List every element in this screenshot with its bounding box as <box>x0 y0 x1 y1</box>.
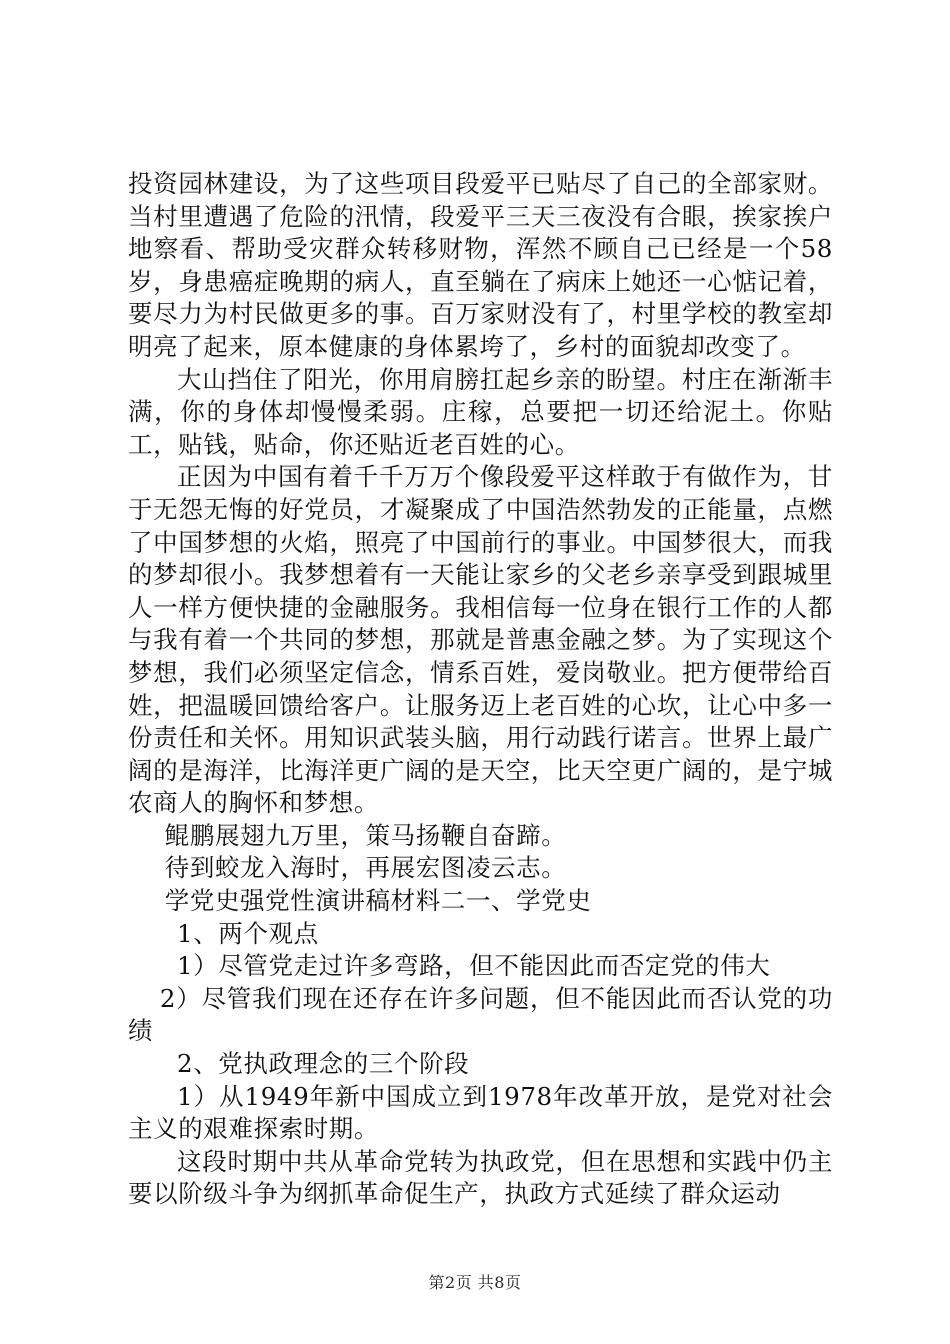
paragraph-10: 2、党执政理念的三个阶段 <box>177 1049 470 1079</box>
paragraph-9: 2）尽管我们现在还存在许多问题，但不能因此而否认党的功绩 <box>128 983 833 1046</box>
paragraph-4: 鲲鹏展翅九万里，策马扬鞭自奋蹄。 <box>164 820 567 850</box>
document-body <box>128 168 833 1211</box>
paragraph-2: 大山挡住了阳光，你用肩膀扛起乡亲的盼望。村庄在渐渐丰满，你的身体却慢慢柔弱。庄稼，总要把一切还给泥土。你贴工，贴钱，贴命，你还贴近老百姓的心。 <box>128 364 833 459</box>
paragraph-12: 这段时期中共从革命党转为执政党，但在思想和实践中仍主要以阶级斗争为纲抓革命促生产，执政方式延续了群众运动 <box>128 1146 833 1209</box>
paragraph-1: 投资园林建设，为了这些项目段爱平已贴尽了自己的全部家财。当村里遭遇了危险的汛情，段爱平三天三夜没有合眼，挨家挨户地察看、帮助受灾群众转移财物，浑然不顾自己已经是一个58岁，身患癌症晚期的病人，直至躺在了病床上她还一心惦记着，要尽力为村民做更多的事。百万家财没有了，村里学校的教室却明亮了起来，原本健康的身体累垮了，乡村的面貌却改变了。 <box>128 169 833 361</box>
paragraph-5: 待到蛟龙入海时，再展宏图凌云志。 <box>164 853 567 883</box>
paragraph-8: 1）尽管党走过许多弯路，但不能因此而否定党的伟大 <box>177 951 771 981</box>
paragraph-7: 1、两个观点 <box>177 918 319 948</box>
paragraph-3: 正因为中国有着千千万万个像段爱平这样敢于有做作为，甘于无怨无悔的好党员，才凝聚成了中国浩然勃发的正能量，点燃了中国梦想的火焰，照亮了中国前行的事业。中国梦很大，而我的梦却很小。我梦想着有一天能让家乡的父老乡亲享受到跟城里人一样方便快捷的金融服务。我相信每一位身在银行工作的人都与我有着一个共同的梦想，那就是普惠金融之梦。为了实现这个梦想，我们必须坚定信念，情系百姓，爱岗敬业。把方便带给百姓，把温暖回馈给客户。让服务迈上老百姓的心坎，让心中多一份责任和关怀。用知识武装头脑，用行动践行诺言。世界上最广阔的是海洋，比海洋更广阔的是天空，比天空更广阔的，是宁城农商人的胸怀和梦想。 <box>128 462 833 818</box>
paragraph-11: 1）从1949年新中国成立到1978年改革开放，是党对社会主义的艰难探索时期。 <box>128 1081 833 1144</box>
paragraph-6: 学党史强党性演讲稿材料二一、学党史 <box>164 886 592 916</box>
page-number-footer: 第2页 共8页 <box>428 1273 522 1292</box>
